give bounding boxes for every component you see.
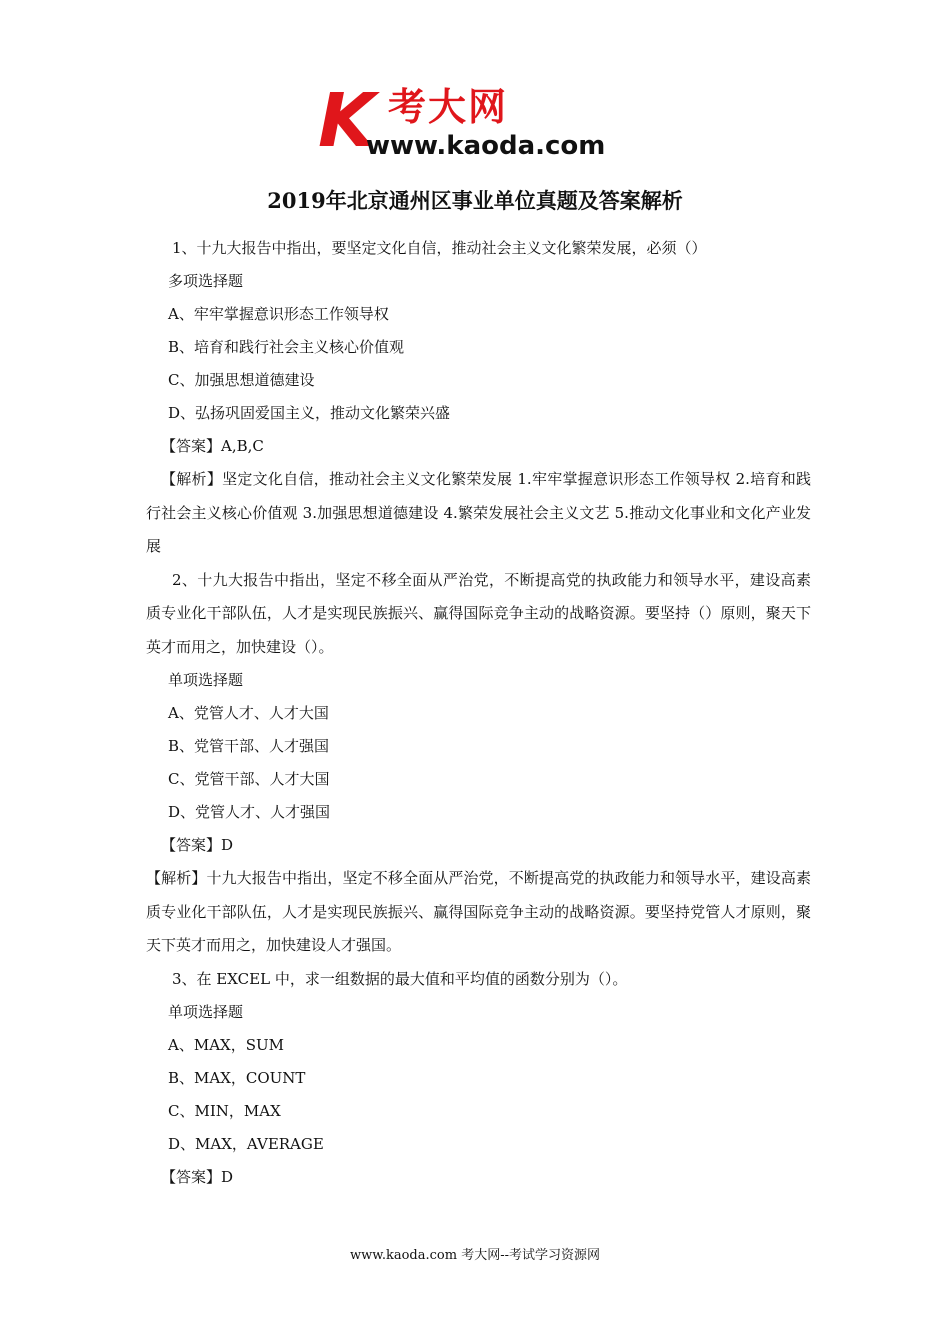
q1-type: 多项选择题 xyxy=(168,272,244,290)
q2-option-d: D、党管人才、人才强国 xyxy=(168,803,331,821)
page-footer: www.kaoda.com 考大网--考试学习资源网 xyxy=(350,1248,600,1263)
kaoda-logo xyxy=(318,78,638,164)
document-title: 2019年北京通州区事业单位真题及答案解析 xyxy=(267,188,683,213)
q1-option-a: A、牢牢掌握意识形态工作领导权 xyxy=(168,305,389,323)
q2-answer: 【答案】D xyxy=(161,836,234,854)
q2-analysis: 【解析】十九大报告中指出，坚定不移全面从严治党，不断提高党的执政能力和领导水平，建设高素质专业化干部队伍，人才是实现民族振兴、赢得国际竞争主动的战略资源。要坚持党管人才原则，聚天下英才而用之，加快建设人才强国。 xyxy=(146,869,811,954)
q3-option-c: C、MIN，MAX xyxy=(168,1101,281,1120)
q1-option-d: D、弘扬巩固爱国主义，推动文化繁荣兴盛 xyxy=(168,404,451,422)
logo-url: www.kaoda.com xyxy=(366,131,606,161)
logo-k-mark: K xyxy=(318,78,376,164)
q2-option-c: C、党管干部、人才大国 xyxy=(168,770,330,788)
logo-name: 考大网 xyxy=(388,85,509,129)
q3-option-a: A、MAX，SUM xyxy=(168,1035,284,1054)
q1-answer: 【答案】A,B,C xyxy=(161,437,264,455)
document-body xyxy=(146,232,811,1194)
q3-type: 单项选择题 xyxy=(168,1002,244,1021)
q1-analysis: 【解析】坚定文化自信，推动社会主义文化繁荣发展 1.牢牢掌握意识形态工作领导权 2.培育和践行社会主义核心价值观 3.加强思想道德建设 4.繁荣发展社会主义文艺 5.推动文化事业和文化产业发展 xyxy=(146,470,811,555)
q2-option-b: B、党管干部、人才强国 xyxy=(168,737,330,755)
q3-option-d: D、MAX，AVERAGE xyxy=(168,1134,324,1153)
q3-answer: 【答案】D xyxy=(161,1167,234,1186)
q2-option-a: A、党管人才、人才大国 xyxy=(168,704,329,722)
q2-stem: 2、十九大报告中指出，坚定不移全面从严治党，不断提高党的执政能力和领导水平，建设高素质专业化干部队伍，人才是实现民族振兴、赢得国际竞争主动的战略资源。要坚持（）原则，聚天下英才而用之，加快建设（）。 xyxy=(146,570,811,656)
q3-stem: 3、在 EXCEL 中，求一组数据的最大值和平均值的函数分别为（）。 xyxy=(172,969,628,988)
q1-option-b: B、培育和践行社会主义核心价值观 xyxy=(168,338,405,356)
q1-stem: 1、十九大报告中指出，要坚定文化自信，推动社会主义文化繁荣发展，必须（） xyxy=(172,239,707,257)
q3-option-b: B、MAX，COUNT xyxy=(168,1068,306,1087)
q2-type: 单项选择题 xyxy=(168,671,244,689)
q1-option-c: C、加强思想道德建设 xyxy=(168,371,315,389)
